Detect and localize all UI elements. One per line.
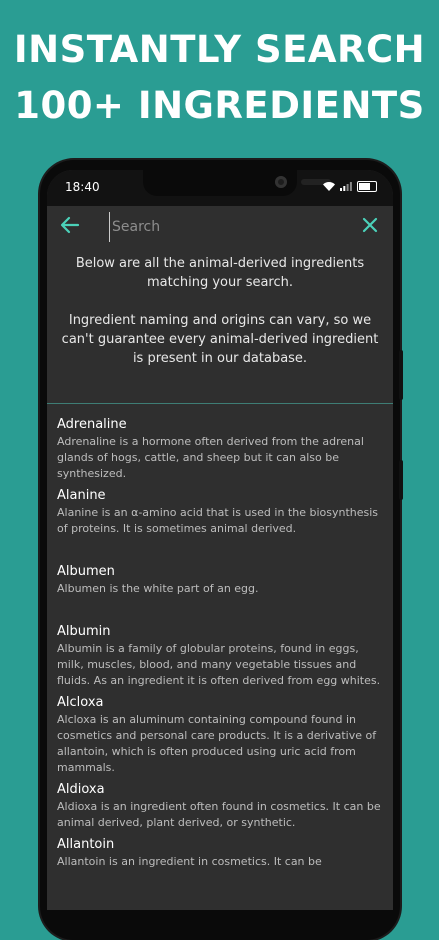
list-item[interactable] xyxy=(57,416,383,482)
intro-paragraph-2: Ingredient naming and origins can vary, so we can't guarantee every animal-derived ingredient is present in our database. xyxy=(61,313,379,366)
ingredient-name: Alanine xyxy=(57,488,106,503)
camera-icon xyxy=(275,176,287,188)
ingredient-name: Albumen xyxy=(57,564,115,579)
phone-notch xyxy=(143,170,297,196)
promo-line-1: INSTANTLY SEARCH xyxy=(13,28,426,71)
ingredient-description: Alanine is an α-amino acid that is used in the biosynthesis of proteins. It is sometimes animal derived. xyxy=(57,506,379,535)
intro-text xyxy=(47,254,393,368)
ingredient-description: Adrenaline is a hormone often derived from the adrenal glands of hogs, cattle, and sheep but it can also be synthesized. xyxy=(57,435,364,480)
promo-line-2: 100+ INGREDIENTS xyxy=(14,84,425,127)
wifi-icon xyxy=(323,182,335,191)
ingredient-name: Albumin xyxy=(57,624,111,639)
search-input[interactable] xyxy=(109,212,344,242)
phone-side-button xyxy=(399,350,403,400)
promo-headline xyxy=(0,22,439,134)
ingredient-description: Aldioxa is an ingredient often found in cosmetics. It can be animal derived, plant derived, or synthetic. xyxy=(57,800,381,829)
phone-side-button xyxy=(399,460,403,500)
ingredient-name: Adrenaline xyxy=(57,417,127,432)
ingredient-name: Allantoin xyxy=(57,837,115,852)
close-icon[interactable] xyxy=(359,214,381,236)
list-item[interactable] xyxy=(57,781,383,831)
status-time: 18:40 xyxy=(65,180,100,194)
ingredient-description: Albumen is the white part of an egg. xyxy=(57,582,259,595)
intro-paragraph-1: Below are all the animal-derived ingredients matching your search. xyxy=(75,256,365,290)
status-icons xyxy=(323,181,377,192)
signal-icon xyxy=(340,182,352,191)
ingredient-description: Allantoin is an ingredient in cosmetics. It can be xyxy=(57,855,322,868)
battery-icon xyxy=(357,181,377,192)
app-screen xyxy=(47,170,393,910)
list-item[interactable] xyxy=(57,694,383,776)
list-item[interactable] xyxy=(57,487,383,537)
list-item[interactable] xyxy=(57,563,383,597)
ingredient-name: Aldioxa xyxy=(57,782,105,797)
list-item[interactable] xyxy=(57,836,383,870)
search-toolbar xyxy=(47,206,393,246)
ingredient-description: Albumin is a family of globular proteins, found in eggs, milk, muscles, blood, and many vegetable tissues and fluids. As an ingredient it is often derived from egg whites. xyxy=(57,642,381,687)
status-bar xyxy=(47,170,393,206)
divider xyxy=(47,403,393,404)
list-item[interactable] xyxy=(57,623,383,689)
ingredient-description: Alcloxa is an aluminum containing compound found in cosmetics and personal care products. It is a derivative of allantoin, which is often produced using uric acid from mammals. xyxy=(57,713,377,774)
back-arrow-icon[interactable] xyxy=(59,214,81,236)
ingredient-list xyxy=(57,416,383,870)
ingredient-name: Alcloxa xyxy=(57,695,104,710)
